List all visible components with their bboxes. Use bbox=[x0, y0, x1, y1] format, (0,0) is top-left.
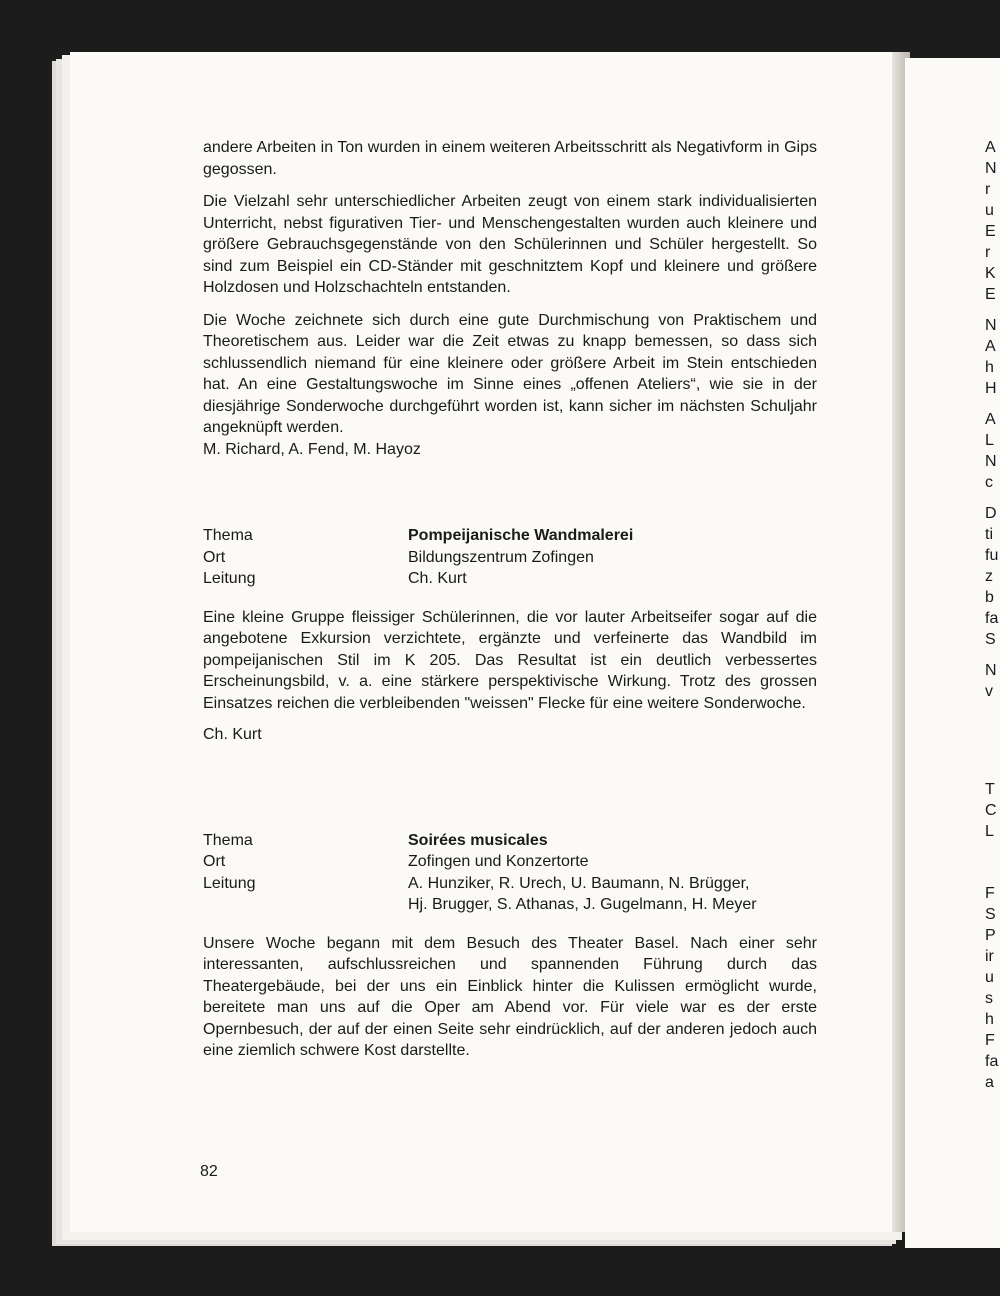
next-page-fragment: fa bbox=[985, 1053, 999, 1070]
next-page-fragment: h bbox=[985, 1011, 994, 1028]
next-page-fragment: N bbox=[985, 662, 997, 679]
section1-leitung: Ch. Kurt bbox=[408, 570, 467, 587]
next-page-fragment: S bbox=[985, 906, 996, 923]
leitung-label: Leitung bbox=[203, 570, 256, 587]
leitung-label: Leitung bbox=[203, 874, 256, 892]
next-page-fragment: A bbox=[985, 338, 996, 355]
next-page-fragment: r bbox=[985, 181, 991, 198]
intro-paragraph-1: andere Arbeiten in Ton wurden in einem weiteren Arbeitsschritt als Negativform in Gips gegossen. bbox=[203, 139, 817, 178]
next-page-fragment: b bbox=[985, 589, 994, 606]
next-page-fragment: E bbox=[985, 223, 996, 240]
next-page-fragment: N bbox=[985, 317, 997, 334]
section1-ort: Bildungszentrum Zofingen bbox=[408, 548, 594, 566]
section2-paragraph: Unsere Woche begann mit dem Besuch des Theater Basel. Nach einer sehr interessanten, aufschlussreichen und spannenden Führung durch das Theatergebäude, bei der uns ein Einblick hinter die Kulissen ermöglicht wurde, bereitete man uns auf die Oper am Abend vor. Für viele war es der erste Opernbesuch, der auf der einen Seite sehr eindrücklich, auf der anderen jedoch auch eine ziemlich schwere Kost darstellte. bbox=[203, 934, 817, 1059]
next-page-fragment: A bbox=[985, 139, 996, 156]
section1-signature: Ch. Kurt bbox=[203, 726, 262, 743]
section2-meta bbox=[203, 830, 817, 916]
page-number: 82 bbox=[200, 1163, 218, 1180]
thema-label: Thema bbox=[203, 527, 253, 544]
next-page-fragment: E bbox=[985, 286, 996, 303]
next-page-fragment: a bbox=[985, 1074, 994, 1091]
next-page-fragment: F bbox=[985, 885, 995, 902]
intro-signature: M. Richard, A. Fend, M. Hayoz bbox=[203, 440, 421, 458]
next-page-fragment: c bbox=[985, 474, 993, 491]
section1-paragraph: Eine kleine Gruppe fleissiger Schülerinnen, die vor lauter Arbeitseifer sogar auf die angebotene Exkursion verzichtete, ergänzte und verfeinerte das Wandbild im pompeijanischen Stil im K 205. Das Resultat ist ein deutlich verbessertes Erscheinungsbild, v. a. eine stärkere perspektivische Wirkung. Trotz des grossen Einsatzes reichen die verbleibenden "weissen" Flecke für eine weitere Sonderwoche. bbox=[203, 608, 817, 712]
page-content bbox=[203, 137, 817, 1073]
next-page-fragment: F bbox=[985, 1032, 995, 1049]
section1-meta bbox=[203, 525, 817, 590]
ort-label: Ort bbox=[203, 548, 226, 566]
section2-ort: Zofingen und Konzertorte bbox=[408, 853, 589, 870]
next-page-fragment: L bbox=[985, 432, 994, 449]
section1-title: Pompeijanische Wandmalerei bbox=[408, 527, 634, 544]
next-page-fragment: v bbox=[985, 683, 993, 700]
next-page-fragment: P bbox=[985, 927, 996, 944]
next-page-fragment: h bbox=[985, 359, 994, 376]
next-page-fragment: T bbox=[985, 781, 995, 798]
next-page-fragment: u bbox=[985, 202, 994, 219]
next-page-fragment: L bbox=[985, 823, 994, 840]
next-page-fragment: r bbox=[985, 244, 991, 261]
next-page-fragment: s bbox=[985, 990, 993, 1007]
next-page-fragment: z bbox=[985, 568, 993, 585]
next-page-fragment: S bbox=[985, 631, 996, 648]
section2-title: Soirées musicales bbox=[408, 831, 548, 849]
next-page-fragment: N bbox=[985, 160, 997, 177]
intro-paragraph-3: Die Woche zeichnete sich durch eine gute Durchmischung von Praktischem und Theoretischem aus. Leider war die Zeit etwas zu knapp bemessen, so dass sich schlussendlich niemand für eine kleinere oder größere Arbeit im Stein entschieden hat. An eine Gestaltungswoche im Sinne eines „offenen Ateliers“, wie sie in der diesjährige Sonderwoche durchgeführt worden ist, kann sicher im nächsten Schuljahr angeknüpft werden. bbox=[203, 311, 817, 436]
next-page-fragment: K bbox=[985, 265, 996, 282]
section2-leitung-line1: A. Hunziker, R. Urech, U. Baumann, N. Brügger, bbox=[408, 874, 750, 892]
next-page-fragment: H bbox=[985, 380, 997, 397]
next-page-fragment: fa bbox=[985, 610, 999, 627]
next-page-fragment: ir bbox=[985, 948, 994, 965]
next-page-fragment: N bbox=[985, 453, 997, 470]
ort-label: Ort bbox=[203, 853, 226, 870]
next-page-fragment: D bbox=[985, 505, 997, 522]
thema-label: Thema bbox=[203, 831, 253, 849]
next-page-fragment: fu bbox=[985, 547, 999, 564]
next-page-fragment: u bbox=[985, 969, 994, 986]
next-page-fragment: A bbox=[985, 411, 996, 428]
intro-paragraph-2: Die Vielzahl sehr unterschiedlicher Arbeiten zeugt von einem stark individualisierten Unterricht, nebst figurativen Tier- und Menschengestalten wurden auch kleinere und größere Gebrauchsgegenstände von den Schülerinnen und Schüler hergestellt. So sind zum Beispiel ein CD-Ständer mit geschnitztem Kopf und kleinere und größere Holzdosen und Holzschachteln entstanden. bbox=[203, 193, 817, 296]
next-page-fragment: C bbox=[985, 802, 997, 819]
next-page-edge bbox=[905, 58, 1000, 1248]
section2-leitung-line2: Hj. Brugger, S. Athanas, J. Gugelmann, H. Meyer bbox=[408, 896, 757, 913]
next-page-fragment: ti bbox=[985, 526, 993, 543]
